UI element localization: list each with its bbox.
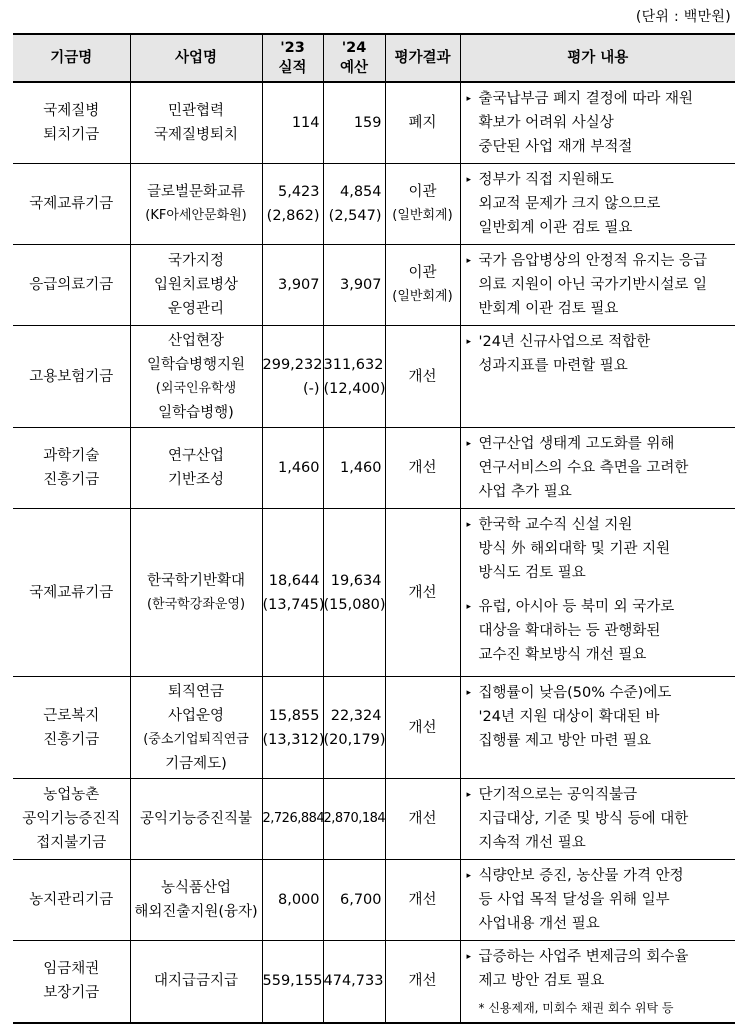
y24-amount: (15,080) bbox=[323, 596, 386, 613]
fund-name-cell bbox=[13, 164, 130, 245]
evaluation-text-line: 일반회계 이관 검토 필요 bbox=[478, 220, 633, 236]
fund-name-line: 진흥기금 bbox=[43, 731, 100, 748]
evaluation-text-line: 사업 추가 필요 bbox=[478, 484, 572, 500]
evaluation-text-line: '24년 신규사업으로 적합한 bbox=[478, 334, 651, 350]
evaluation-text-line: 한국학 교수직 신설 지원 bbox=[478, 517, 633, 533]
fund-name-line: 퇴치기금 bbox=[43, 127, 100, 143]
project-name-cell bbox=[130, 428, 262, 509]
y23-amount: 2,726,884 bbox=[262, 811, 325, 826]
project-name-line: 기반조성 bbox=[167, 472, 225, 488]
evaluation-text-line: 교수진 확보방식 개선 필요 bbox=[478, 647, 647, 663]
evaluation-content-cell bbox=[460, 164, 735, 245]
y23-amount: (13,312) bbox=[262, 731, 325, 748]
unit-label: (단위 : 백만원) bbox=[635, 9, 731, 25]
y23-amount-cell bbox=[262, 509, 323, 677]
y23-amount: (-) bbox=[302, 380, 320, 397]
triangle-bullet-icon: ▸ bbox=[466, 688, 472, 698]
table-row bbox=[13, 509, 735, 677]
y24-amount-cell bbox=[323, 860, 385, 941]
fund-name-line: 국제교류기금 bbox=[29, 196, 114, 212]
project-name-line: 일학습병행) bbox=[158, 404, 234, 421]
evaluation-text-line: 방식 外 해외대학 및 기관 지원 bbox=[478, 541, 671, 557]
fund-name-cell bbox=[13, 860, 130, 941]
result-cell bbox=[385, 326, 460, 428]
result-line: 개선 bbox=[408, 973, 437, 990]
y23-amount-cell bbox=[262, 164, 323, 245]
evaluation-text-line: 외교적 문제가 크지 않으므로 bbox=[478, 196, 661, 212]
header-y23-year: '23 bbox=[280, 40, 305, 56]
header-y23 bbox=[262, 34, 323, 82]
result-cell bbox=[385, 82, 460, 164]
triangle-bullet-icon: ▸ bbox=[466, 790, 472, 800]
y24-amount-cell bbox=[323, 326, 385, 428]
result-line: 이관 bbox=[408, 265, 437, 281]
project-name-line: 입원치료병상 bbox=[153, 277, 239, 293]
table-row bbox=[13, 779, 735, 860]
project-name-line: 해외진출지원(융자) bbox=[134, 904, 258, 920]
triangle-bullet-icon: ▸ bbox=[466, 602, 472, 612]
y23-amount: 1,460 bbox=[277, 460, 320, 476]
y23-amount: (13,745) bbox=[262, 596, 325, 613]
evaluation-text-line: 의료 지원이 아닌 국가기반시설로 일 bbox=[478, 277, 708, 293]
y23-amount: 114 bbox=[291, 115, 320, 131]
y24-amount: 4,854 bbox=[339, 184, 382, 200]
fund-name-cell bbox=[13, 677, 130, 779]
evaluation-content-cell bbox=[460, 941, 735, 1023]
result-cell bbox=[385, 509, 460, 677]
fund-name-line: 보장기금 bbox=[43, 985, 100, 1002]
table-row bbox=[13, 677, 735, 779]
fund-name-line: 접지불기금 bbox=[36, 835, 107, 851]
y23-amount: 559,155 bbox=[262, 973, 323, 990]
header-result: 평가결과 bbox=[385, 34, 460, 82]
fund-name-cell bbox=[13, 82, 130, 164]
evaluation-text-line: 사업내용 개선 필요 bbox=[478, 916, 600, 932]
evaluation-content-cell bbox=[460, 245, 735, 326]
project-name-cell bbox=[130, 245, 262, 326]
result-cell bbox=[385, 860, 460, 941]
fund-name-cell bbox=[13, 509, 130, 677]
project-name-cell bbox=[130, 326, 262, 428]
evaluation-content-cell bbox=[460, 82, 735, 164]
project-name-line: (외국인유학생 bbox=[155, 380, 237, 396]
triangle-bullet-icon: ▸ bbox=[466, 175, 472, 185]
result-cell bbox=[385, 428, 460, 509]
header-content: 평가 내용 bbox=[460, 34, 735, 82]
y24-amount: 159 bbox=[353, 115, 382, 131]
fund-name-line: 국제교류기금 bbox=[29, 584, 114, 601]
triangle-bullet-icon: ▸ bbox=[466, 952, 472, 962]
evaluation-text-line: 정부가 직접 지원해도 bbox=[478, 172, 614, 188]
result-cell bbox=[385, 677, 460, 779]
project-name-line: 연구산업 bbox=[167, 448, 225, 464]
y24-amount-cell bbox=[323, 941, 385, 1023]
triangle-bullet-icon: ▸ bbox=[466, 871, 472, 881]
y24-amount: 6,700 bbox=[339, 892, 382, 908]
project-name-line: 국가지정 bbox=[167, 253, 225, 269]
triangle-bullet-icon: ▸ bbox=[466, 337, 472, 347]
evaluation-bullet bbox=[467, 513, 732, 585]
header-project: 사업명 bbox=[130, 34, 262, 82]
evaluation-bullet bbox=[467, 432, 732, 504]
y23-amount-cell bbox=[262, 428, 323, 509]
evaluation-text-line: 연구서비스의 수요 측면을 고려한 bbox=[478, 460, 689, 476]
result-cell bbox=[385, 941, 460, 1023]
y23-amount-cell bbox=[262, 941, 323, 1023]
y23-amount-cell bbox=[262, 326, 323, 428]
table-row bbox=[13, 164, 735, 245]
header-y24-label: 예산 bbox=[339, 60, 368, 76]
y24-amount-cell bbox=[323, 779, 385, 860]
result-cell bbox=[385, 164, 460, 245]
evaluation-content-cell bbox=[460, 509, 735, 677]
result-line: (일반회계) bbox=[392, 289, 453, 304]
fund-name-cell bbox=[13, 941, 130, 1023]
y24-amount-cell bbox=[323, 164, 385, 245]
fund-name-line: 근로복지 bbox=[43, 707, 100, 724]
fund-name-line: 진흥기금 bbox=[43, 472, 100, 488]
header-y24-year: '24 bbox=[341, 40, 367, 56]
y24-amount-cell bbox=[323, 677, 385, 779]
project-name-line: 운영관리 bbox=[167, 301, 225, 317]
project-name-line: 한국학기반확대 bbox=[146, 572, 246, 589]
evaluation-text-line: 확보가 어려워 사실상 bbox=[478, 115, 614, 131]
evaluation-text-line: 방식도 검토 필요 bbox=[478, 565, 586, 581]
project-name-line: 기금제도) bbox=[165, 755, 227, 772]
y24-amount: 2,870,184 bbox=[323, 811, 386, 826]
y24-amount: 19,634 bbox=[330, 572, 382, 589]
project-name-line: 산업현장 bbox=[167, 332, 225, 349]
evaluation-bullet bbox=[467, 168, 732, 240]
fund-name-cell bbox=[13, 326, 130, 428]
evaluation-bullet bbox=[467, 330, 732, 378]
y23-amount-cell bbox=[262, 860, 323, 941]
evaluation-text-line: 중단된 사업 재개 부적절 bbox=[478, 139, 633, 155]
evaluation-text-line: 대상을 확대하는 등 관행화된 bbox=[478, 623, 661, 639]
y24-amount: (12,400) bbox=[323, 380, 386, 397]
evaluation-text-line: 반회계 이관 검토 필요 bbox=[478, 301, 619, 317]
y24-amount: (20,179) bbox=[323, 731, 386, 748]
result-line: 개선 bbox=[408, 460, 437, 476]
y23-amount: 3,907 bbox=[277, 277, 320, 293]
project-name-cell bbox=[130, 779, 262, 860]
evaluation-text-line: 지급대상, 기준 및 방식 등에 대한 bbox=[478, 811, 689, 827]
table-row bbox=[13, 82, 735, 164]
y24-amount: 3,907 bbox=[339, 277, 382, 293]
result-line: 개선 bbox=[408, 719, 437, 736]
evaluation-text-line: 단기적으로는 공익직불금 bbox=[478, 787, 638, 803]
y24-amount: (2,547) bbox=[328, 208, 382, 224]
y24-amount: 311,632 bbox=[323, 356, 384, 373]
result-line: 폐지 bbox=[408, 115, 437, 131]
evaluation-text-line: 성과지표를 마련할 필요 bbox=[478, 358, 628, 374]
table-row bbox=[13, 860, 735, 941]
project-name-line: 사업운영 bbox=[167, 707, 225, 724]
project-name-line: (한국학강좌운영) bbox=[146, 596, 246, 612]
evaluation-content-cell bbox=[460, 860, 735, 941]
triangle-bullet-icon: ▸ bbox=[466, 520, 472, 530]
project-name-line: 민관협력 bbox=[167, 103, 225, 119]
fund-name-line: 농업농촌 bbox=[43, 787, 100, 803]
project-name-line: 글로벌문화교류 bbox=[146, 184, 246, 200]
y24-amount-cell bbox=[323, 428, 385, 509]
project-name-cell bbox=[130, 509, 262, 677]
evaluation-text-line: 집행률 제고 방안 마련 필요 bbox=[478, 733, 652, 749]
triangle-bullet-icon: ▸ bbox=[466, 94, 472, 104]
project-name-cell bbox=[130, 82, 262, 164]
evaluation-text-line: 식량안보 증진, 농산물 가격 안정 bbox=[478, 868, 684, 884]
result-line: (일반회계) bbox=[392, 208, 453, 223]
evaluation-text-line: 집행률이 낮음(50% 수준)에도 bbox=[478, 685, 672, 701]
y23-amount-cell bbox=[262, 82, 323, 164]
fund-name-line: 임금채권 bbox=[43, 961, 100, 978]
result-line: 이관 bbox=[408, 184, 437, 200]
evaluation-bullet bbox=[467, 87, 732, 159]
y23-amount-cell bbox=[262, 245, 323, 326]
table-row bbox=[13, 941, 735, 1023]
fund-name-line: 고용보험기금 bbox=[29, 368, 114, 385]
y24-amount-cell bbox=[323, 509, 385, 677]
evaluation-text-line: 출국납부금 폐지 결정에 따라 재원 bbox=[478, 91, 694, 107]
project-name-line: 일학습병행지원 bbox=[146, 356, 246, 373]
evaluation-content-cell bbox=[460, 428, 735, 509]
result-line: 개선 bbox=[408, 368, 437, 385]
result-line: 개선 bbox=[408, 584, 437, 601]
fund-name-line: 과학기술 bbox=[43, 448, 100, 464]
y23-amount: 8,000 bbox=[277, 892, 320, 908]
table-row bbox=[13, 245, 735, 326]
triangle-bullet-icon: ▸ bbox=[466, 256, 472, 266]
y23-amount: (2,862) bbox=[266, 208, 320, 224]
header-row bbox=[13, 34, 735, 82]
result-line: 개선 bbox=[408, 811, 437, 827]
evaluation-table bbox=[13, 33, 735, 1024]
result-line: 개선 bbox=[408, 892, 437, 908]
y23-amount: 5,423 bbox=[277, 184, 320, 200]
evaluation-text-line: 국가 음압병상의 안정적 유지는 응급 bbox=[478, 253, 708, 269]
evaluation-bullet bbox=[467, 945, 732, 993]
project-name-cell bbox=[130, 941, 262, 1023]
fund-name-cell bbox=[13, 245, 130, 326]
table-row bbox=[13, 326, 735, 428]
y24-amount: 1,460 bbox=[339, 460, 382, 476]
y24-amount-cell bbox=[323, 82, 385, 164]
fund-name-line: 국제질병 bbox=[43, 103, 100, 119]
y23-amount: 18,644 bbox=[268, 572, 320, 589]
header-y23-label: 실적 bbox=[278, 60, 307, 76]
project-name-line: (중소기업퇴직연금 bbox=[143, 731, 249, 747]
evaluation-text-line: '24년 지원 대상이 확대된 바 bbox=[478, 709, 660, 725]
project-name-line: 농식품산업 bbox=[160, 880, 232, 896]
project-name-line: (KF아세안문화원) bbox=[145, 208, 247, 223]
y24-amount: 474,733 bbox=[323, 973, 384, 990]
y24-amount: 22,324 bbox=[330, 707, 382, 724]
y24-amount-cell bbox=[323, 245, 385, 326]
result-cell bbox=[385, 779, 460, 860]
evaluation-text-line: 유럽, 아시아 등 북미 외 국가로 bbox=[478, 599, 675, 615]
evaluation-content-cell bbox=[460, 779, 735, 860]
header-y24 bbox=[323, 34, 385, 82]
header-fund: 기금명 bbox=[13, 34, 130, 82]
y23-amount: 299,232 bbox=[262, 356, 323, 373]
evaluation-text-line: 지속적 개선 필요 bbox=[478, 835, 586, 851]
evaluation-bullet bbox=[467, 864, 732, 936]
y23-amount: 15,855 bbox=[268, 707, 320, 724]
evaluation-text-line: 급증하는 사업주 변제금의 회수율 bbox=[478, 949, 689, 965]
project-name-cell bbox=[130, 164, 262, 245]
project-name-line: 퇴직연금 bbox=[167, 683, 225, 700]
result-cell bbox=[385, 245, 460, 326]
table-row bbox=[13, 428, 735, 509]
y23-amount-cell bbox=[262, 677, 323, 779]
evaluation-text-line: 등 사업 목적 달성을 위해 일부 bbox=[478, 892, 670, 908]
evaluation-content-cell bbox=[460, 326, 735, 428]
evaluation-bullet bbox=[467, 783, 732, 855]
fund-name-line: 공익기능증진직 bbox=[22, 811, 121, 827]
fund-name-line: 농지관리기금 bbox=[29, 892, 114, 908]
project-name-line: 국제질병퇴치 bbox=[153, 127, 239, 143]
y23-amount-cell bbox=[262, 779, 323, 860]
fund-name-cell bbox=[13, 779, 130, 860]
fund-name-cell bbox=[13, 428, 130, 509]
footnote: * 신용제재, 미회수 채권 회수 위탁 등 bbox=[478, 1001, 674, 1015]
fund-name-line: 응급의료기금 bbox=[29, 277, 114, 293]
project-name-cell bbox=[130, 677, 262, 779]
evaluation-text-line: 제고 방안 검토 필요 bbox=[478, 973, 605, 989]
evaluation-bullet bbox=[467, 595, 732, 667]
project-name-cell bbox=[130, 860, 262, 941]
evaluation-text-line: 연구산업 생태계 고도화를 위해 bbox=[478, 436, 675, 452]
project-name-line: 공익기능증진직불 bbox=[139, 811, 253, 827]
triangle-bullet-icon: ▸ bbox=[466, 439, 472, 449]
project-name-line: 대지급금지급 bbox=[153, 973, 239, 990]
evaluation-bullet bbox=[467, 249, 732, 321]
evaluation-bullet bbox=[467, 681, 732, 753]
evaluation-content-cell bbox=[460, 677, 735, 779]
